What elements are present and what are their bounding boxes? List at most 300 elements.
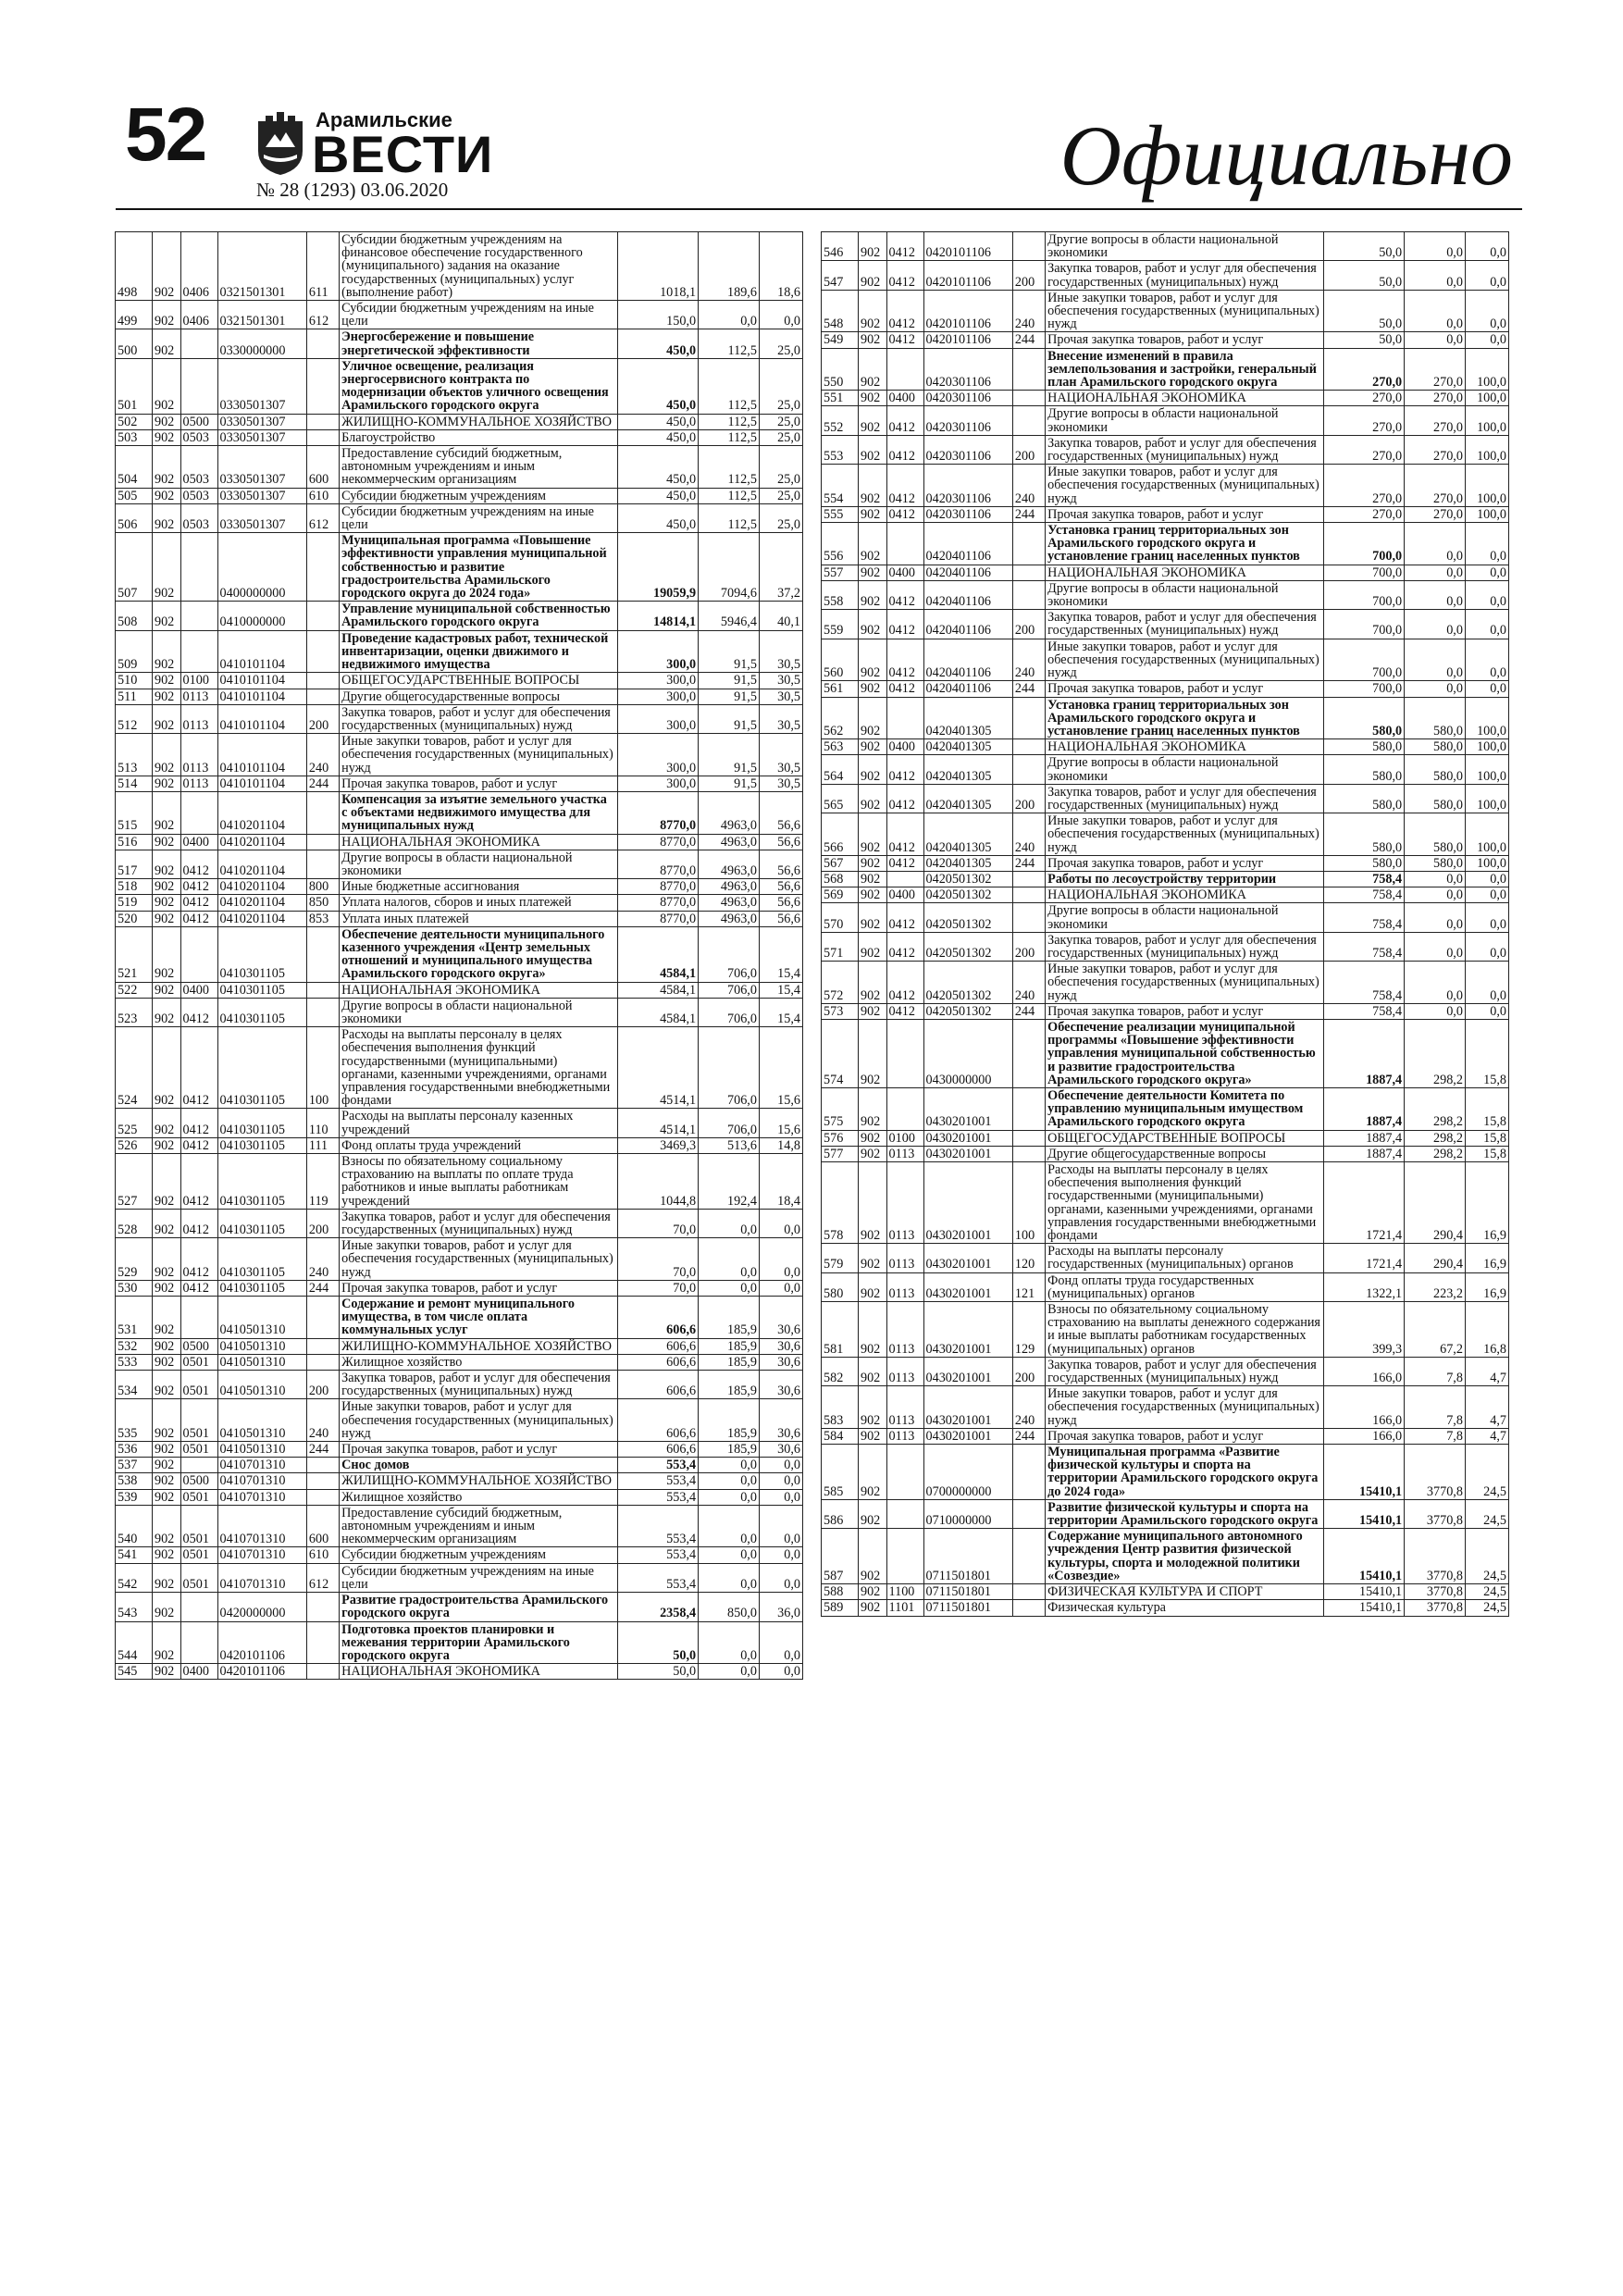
planned-amount: 8770,0 — [618, 895, 699, 911]
item-name: Закупка товаров, работ и услуг для обеспечения государственных (муниципальных) нужд — [340, 1371, 618, 1399]
row-number: 512 — [116, 704, 153, 733]
execution-percent: 0,0 — [1465, 1003, 1508, 1019]
expense-type-code: 853 — [306, 911, 339, 926]
admin-code: 902 — [152, 488, 180, 503]
admin-code: 902 — [152, 834, 180, 850]
execution-percent: 56,6 — [759, 895, 802, 911]
table-row — [822, 406, 1509, 435]
row-number: 528 — [116, 1209, 153, 1237]
row-number: 509 — [116, 630, 153, 673]
row-number: 589 — [822, 1600, 859, 1616]
row-number: 519 — [116, 895, 153, 911]
row-number: 549 — [822, 332, 859, 348]
execution-percent: 14,8 — [759, 1137, 802, 1153]
planned-amount: 14814,1 — [618, 602, 699, 630]
row-number: 530 — [116, 1280, 153, 1296]
section-code: 0113 — [886, 1357, 923, 1385]
target-code: 0330501307 — [217, 446, 306, 489]
expense-type-code — [1012, 523, 1045, 565]
admin-code: 902 — [858, 1357, 886, 1385]
table-row — [116, 895, 803, 911]
executed-amount: 7094,6 — [699, 533, 760, 602]
table-row — [116, 1338, 803, 1354]
target-code: 0420401106 — [923, 523, 1012, 565]
item-name: Внесение изменений в правила землепользования и застройки, генеральный план Арамильского городского округа — [1046, 348, 1324, 391]
planned-amount: 270,0 — [1324, 465, 1405, 507]
execution-percent: 36,0 — [759, 1593, 802, 1621]
expense-type-code: 200 — [306, 1371, 339, 1399]
item-name: Иные закупки товаров, работ и услуг для обеспечения государственных (муниципальных) нужд — [1046, 290, 1324, 332]
target-code: 0410101104 — [217, 673, 306, 689]
executed-amount: 112,5 — [699, 488, 760, 503]
execution-percent: 100,0 — [1465, 784, 1508, 813]
target-code: 0420401106 — [923, 639, 1012, 681]
item-name: Уплата налогов, сборов и иных платежей — [340, 895, 618, 911]
target-code: 0410201104 — [217, 879, 306, 895]
item-name: Фонд оплаты труда учреждений — [340, 1137, 618, 1153]
section-code — [886, 1087, 923, 1130]
execution-percent: 56,6 — [759, 879, 802, 895]
admin-code: 902 — [858, 1146, 886, 1161]
item-name: Содержание муниципального автономного учреждения Центр развития физической культуры, спорта и молодежной политики «Созвездие» — [1046, 1529, 1324, 1584]
row-number: 568 — [822, 871, 859, 887]
executed-amount: 580,0 — [1405, 739, 1466, 755]
admin-code: 902 — [152, 673, 180, 689]
row-number: 584 — [822, 1428, 859, 1444]
executed-amount: 270,0 — [1405, 506, 1466, 522]
target-code: 0420501302 — [923, 871, 1012, 887]
admin-code: 902 — [858, 1003, 886, 1019]
table-row — [116, 1154, 803, 1210]
expense-type-code: 200 — [306, 1209, 339, 1237]
expense-type-code — [1012, 348, 1045, 391]
planned-amount: 50,0 — [1324, 290, 1405, 332]
section-code: 0113 — [886, 1146, 923, 1161]
section-code — [180, 630, 217, 673]
executed-amount: 112,5 — [699, 429, 760, 445]
planned-amount: 1887,4 — [1324, 1019, 1405, 1087]
executed-amount: 0,0 — [699, 301, 760, 329]
item-name: Управление муниципальной собственностью Арамильского городского округа — [340, 602, 618, 630]
expense-type-code — [1012, 697, 1045, 739]
target-code: 0420301106 — [923, 465, 1012, 507]
item-name: Прочая закупка товаров, работ и услуг — [340, 1442, 618, 1458]
item-name: Иные закупки товаров, работ и услуг для обеспечения государственных (муниципальных) нужд — [1046, 639, 1324, 681]
item-name: Расходы на выплаты персоналу в целях обеспечения выполнения функций государственными (муниципальными) органами, казенными учреждениями, органами управления государственными внебюджетными фондами — [1046, 1162, 1324, 1244]
planned-amount: 8770,0 — [618, 911, 699, 926]
admin-code: 902 — [152, 689, 180, 704]
execution-percent: 56,6 — [759, 791, 802, 834]
expense-type-code: 612 — [306, 1563, 339, 1592]
newspaper-logo — [254, 105, 494, 183]
planned-amount: 166,0 — [1324, 1386, 1405, 1429]
item-name: Жилищное хозяйство — [340, 1489, 618, 1505]
row-number: 516 — [116, 834, 153, 850]
table-row — [822, 1272, 1509, 1301]
planned-amount: 50,0 — [618, 1664, 699, 1680]
execution-percent: 18,6 — [759, 232, 802, 301]
expense-type-code — [1012, 1146, 1045, 1161]
expense-type-code — [1012, 565, 1045, 580]
executed-amount: 3770,8 — [1405, 1529, 1466, 1584]
row-number: 577 — [822, 1146, 859, 1161]
expense-type-code — [306, 673, 339, 689]
planned-amount: 3469,3 — [618, 1137, 699, 1153]
table-row — [822, 1428, 1509, 1444]
table-row — [822, 610, 1509, 639]
executed-amount: 0,0 — [1405, 681, 1466, 697]
section-code: 0100 — [886, 1130, 923, 1146]
row-number: 556 — [822, 523, 859, 565]
admin-code: 902 — [152, 1137, 180, 1153]
table-row — [116, 791, 803, 834]
executed-amount: 112,5 — [699, 414, 760, 429]
planned-amount: 300,0 — [618, 673, 699, 689]
admin-code: 902 — [858, 391, 886, 406]
planned-amount: 450,0 — [618, 446, 699, 489]
target-code: 0430000000 — [923, 1019, 1012, 1087]
section-code: 0113 — [886, 1272, 923, 1301]
executed-amount: 298,2 — [1405, 1146, 1466, 1161]
executed-amount: 91,5 — [699, 630, 760, 673]
target-code: 0410501310 — [217, 1297, 306, 1339]
planned-amount: 450,0 — [618, 429, 699, 445]
execution-percent: 56,6 — [759, 850, 802, 878]
section-code: 0412 — [886, 580, 923, 609]
budget-table-left — [115, 231, 803, 1680]
section-code: 0406 — [180, 232, 217, 301]
target-code: 0410201104 — [217, 911, 306, 926]
target-code: 0420301106 — [923, 391, 1012, 406]
executed-amount: 67,2 — [1405, 1302, 1466, 1358]
admin-code: 902 — [152, 329, 180, 358]
admin-code: 902 — [152, 998, 180, 1026]
executed-amount: 580,0 — [1405, 697, 1466, 739]
executed-amount: 706,0 — [699, 1027, 760, 1109]
section-code: 0412 — [180, 1109, 217, 1137]
section-code: 1100 — [886, 1584, 923, 1600]
execution-percent: 18,4 — [759, 1154, 802, 1210]
item-name: Прочая закупка товаров, работ и услуг — [1046, 506, 1324, 522]
item-name: Другие вопросы в области национальной экономики — [340, 850, 618, 878]
item-name: Прочая закупка товаров, работ и услуг — [1046, 681, 1324, 697]
execution-percent: 0,0 — [1465, 232, 1508, 261]
target-code: 0410301105 — [217, 926, 306, 982]
section-code: 0412 — [886, 261, 923, 290]
execution-percent: 0,0 — [759, 1563, 802, 1592]
item-name: Развитие физической культуры и спорта на территории Арамильского городского округа — [1046, 1499, 1324, 1528]
table-row — [822, 1162, 1509, 1244]
admin-code: 902 — [858, 580, 886, 609]
target-code: 0410301105 — [217, 1109, 306, 1137]
execution-percent: 0,0 — [759, 1664, 802, 1680]
execution-percent: 100,0 — [1465, 348, 1508, 391]
expense-type-code — [306, 1338, 339, 1354]
admin-code: 902 — [152, 1280, 180, 1296]
item-name: Прочая закупка товаров, работ и услуг — [1046, 855, 1324, 871]
executed-amount: 3770,8 — [1405, 1445, 1466, 1500]
section-code: 0501 — [180, 1505, 217, 1547]
table-row — [116, 446, 803, 489]
item-name: Иные закупки товаров, работ и услуг для обеспечения государственных (муниципальных) нужд — [340, 1238, 618, 1281]
execution-percent: 30,5 — [759, 673, 802, 689]
execution-percent: 56,6 — [759, 834, 802, 850]
city-emblem-icon — [254, 110, 306, 177]
admin-code: 902 — [152, 850, 180, 878]
row-number: 515 — [116, 791, 153, 834]
row-number: 588 — [822, 1584, 859, 1600]
section-code: 0500 — [180, 1473, 217, 1489]
admin-code: 902 — [858, 1130, 886, 1146]
table-row — [116, 329, 803, 358]
planned-amount: 700,0 — [1324, 639, 1405, 681]
execution-percent: 15,4 — [759, 998, 802, 1026]
row-number: 573 — [822, 1003, 859, 1019]
expense-type-code: 119 — [306, 1154, 339, 1210]
row-number: 505 — [116, 488, 153, 503]
execution-percent: 100,0 — [1465, 697, 1508, 739]
execution-percent: 15,4 — [759, 926, 802, 982]
item-name: Закупка товаров, работ и услуг для обеспечения государственных (муниципальных) нужд — [1046, 1357, 1324, 1385]
admin-code: 902 — [152, 1593, 180, 1621]
expense-type-code — [306, 926, 339, 982]
admin-code: 902 — [858, 261, 886, 290]
target-code: 0420501302 — [923, 932, 1012, 961]
admin-code: 902 — [152, 1547, 180, 1563]
section-code: 0412 — [886, 506, 923, 522]
table-row — [116, 533, 803, 602]
section-code — [180, 1297, 217, 1339]
executed-amount: 0,0 — [699, 1563, 760, 1592]
execution-percent: 0,0 — [1465, 523, 1508, 565]
executed-amount: 4963,0 — [699, 850, 760, 878]
target-code: 0430201001 — [923, 1244, 1012, 1272]
table-row — [822, 1499, 1509, 1528]
execution-percent: 100,0 — [1465, 465, 1508, 507]
table-row — [822, 1003, 1509, 1019]
planned-amount: 270,0 — [1324, 506, 1405, 522]
row-number: 547 — [822, 261, 859, 290]
planned-amount: 50,0 — [618, 1621, 699, 1664]
executed-amount: 0,0 — [1405, 232, 1466, 261]
row-number: 582 — [822, 1357, 859, 1385]
target-code: 0410201104 — [217, 834, 306, 850]
item-name: Обеспечение деятельности муниципального казенного учреждения «Центр земельных отношений и муниципального имущества Арамильского городского округа» — [340, 926, 618, 982]
target-code: 0420301106 — [923, 506, 1012, 522]
admin-code: 902 — [858, 435, 886, 464]
admin-code: 902 — [152, 982, 180, 998]
section-code — [180, 602, 217, 630]
execution-percent: 4,7 — [1465, 1428, 1508, 1444]
row-number: 536 — [116, 1442, 153, 1458]
section-code: 0400 — [886, 887, 923, 903]
expense-type-code: 110 — [306, 1109, 339, 1137]
planned-amount: 553,4 — [618, 1547, 699, 1563]
planned-amount: 1721,4 — [1324, 1162, 1405, 1244]
section-code: 0501 — [180, 1442, 217, 1458]
table-row — [822, 348, 1509, 391]
section-code: 0501 — [180, 1354, 217, 1370]
planned-amount: 700,0 — [1324, 681, 1405, 697]
execution-percent: 15,8 — [1465, 1019, 1508, 1087]
execution-percent: 4,7 — [1465, 1357, 1508, 1385]
execution-percent: 100,0 — [1465, 855, 1508, 871]
planned-amount: 700,0 — [1324, 565, 1405, 580]
target-code: 0711501801 — [923, 1584, 1012, 1600]
target-code: 0420401305 — [923, 739, 1012, 755]
table-row — [822, 506, 1509, 522]
item-name: Расходы на выплаты персоналу государственных (муниципальных) органов — [1046, 1244, 1324, 1272]
expense-type-code: 611 — [306, 232, 339, 301]
section-code: 0412 — [886, 1003, 923, 1019]
item-name: Прочая закупка товаров, работ и услуг — [1046, 332, 1324, 348]
execution-percent: 100,0 — [1465, 391, 1508, 406]
executed-amount: 298,2 — [1405, 1087, 1466, 1130]
executed-amount: 706,0 — [699, 1109, 760, 1137]
table-row — [116, 998, 803, 1026]
target-code: 0410101104 — [217, 630, 306, 673]
expense-type-code: 244 — [306, 776, 339, 791]
section-code: 0503 — [180, 488, 217, 503]
admin-code: 902 — [152, 1505, 180, 1547]
admin-code: 902 — [152, 602, 180, 630]
target-code: 0321501301 — [217, 301, 306, 329]
execution-percent: 0,0 — [759, 1489, 802, 1505]
admin-code: 902 — [858, 697, 886, 739]
execution-percent: 25,0 — [759, 429, 802, 445]
target-code: 0410301105 — [217, 998, 306, 1026]
admin-code: 902 — [858, 232, 886, 261]
item-name: Субсидии бюджетным учреждениям — [340, 1547, 618, 1563]
item-name: Закупка товаров, работ и услуг для обеспечения государственных (муниципальных) нужд — [1046, 784, 1324, 813]
table-row — [116, 414, 803, 429]
table-row — [822, 784, 1509, 813]
target-code: 0321501301 — [217, 232, 306, 301]
expense-type-code: 244 — [1012, 506, 1045, 522]
executed-amount: 0,0 — [699, 1238, 760, 1281]
executed-amount: 0,0 — [699, 1664, 760, 1680]
execution-percent: 15,4 — [759, 982, 802, 998]
expense-type-code — [1012, 1584, 1045, 1600]
planned-amount: 15410,1 — [1324, 1584, 1405, 1600]
section-code: 0412 — [886, 784, 923, 813]
executed-amount: 189,6 — [699, 232, 760, 301]
table-row — [116, 1505, 803, 1547]
item-name: Прочая закупка товаров, работ и услуг — [340, 776, 618, 791]
expense-type-code — [1012, 406, 1045, 435]
row-number: 585 — [822, 1445, 859, 1500]
logo-title-top: Арамильские — [316, 108, 452, 131]
admin-code: 902 — [858, 348, 886, 391]
executed-amount: 270,0 — [1405, 465, 1466, 507]
expense-type-code — [306, 791, 339, 834]
executed-amount: 91,5 — [699, 734, 760, 776]
planned-amount: 399,3 — [1324, 1302, 1405, 1358]
item-name: Энергосбережение и повышение энергетической эффективности — [340, 329, 618, 358]
executed-amount: 185,9 — [699, 1338, 760, 1354]
row-number: 498 — [116, 232, 153, 301]
section-code: 0412 — [180, 1137, 217, 1153]
row-number: 567 — [822, 855, 859, 871]
table-row — [116, 429, 803, 445]
row-number: 504 — [116, 446, 153, 489]
table-row — [822, 697, 1509, 739]
expense-type-code — [306, 1664, 339, 1680]
executed-amount: 112,5 — [699, 329, 760, 358]
admin-code: 902 — [152, 533, 180, 602]
item-name: Другие общегосударственные вопросы — [1046, 1146, 1324, 1161]
section-code: 0503 — [180, 446, 217, 489]
table-row — [822, 1087, 1509, 1130]
target-code: 0711501801 — [923, 1600, 1012, 1616]
execution-percent: 15,8 — [1465, 1130, 1508, 1146]
page-header — [116, 93, 1522, 208]
row-number: 531 — [116, 1297, 153, 1339]
admin-code: 902 — [152, 1297, 180, 1339]
admin-code: 902 — [858, 1445, 886, 1500]
row-number: 539 — [116, 1489, 153, 1505]
target-code: 0420301106 — [923, 348, 1012, 391]
table-row — [822, 887, 1509, 903]
expense-type-code — [1012, 887, 1045, 903]
execution-percent: 0,0 — [759, 1547, 802, 1563]
section-code: 1101 — [886, 1600, 923, 1616]
target-code: 0420501302 — [923, 887, 1012, 903]
row-number: 510 — [116, 673, 153, 689]
expense-type-code: 240 — [1012, 465, 1045, 507]
section-code: 0400 — [886, 391, 923, 406]
planned-amount: 4584,1 — [618, 998, 699, 1026]
executed-amount: 91,5 — [699, 776, 760, 791]
planned-amount: 553,4 — [618, 1489, 699, 1505]
execution-percent: 56,6 — [759, 911, 802, 926]
item-name: Иные закупки товаров, работ и услуг для обеспечения государственных (муниципальных) нужд — [1046, 465, 1324, 507]
execution-percent: 40,1 — [759, 602, 802, 630]
section-code: 0412 — [180, 1209, 217, 1237]
expense-type-code — [306, 982, 339, 998]
execution-percent: 30,5 — [759, 630, 802, 673]
execution-percent: 24,5 — [1465, 1499, 1508, 1528]
section-code: 0412 — [886, 932, 923, 961]
execution-percent: 100,0 — [1465, 813, 1508, 856]
target-code: 0410701310 — [217, 1563, 306, 1592]
target-code: 0330501307 — [217, 358, 306, 414]
planned-amount: 580,0 — [1324, 813, 1405, 856]
row-number: 571 — [822, 932, 859, 961]
executed-amount: 112,5 — [699, 358, 760, 414]
expense-type-code: 200 — [1012, 932, 1045, 961]
table-row — [822, 565, 1509, 580]
section-code: 0412 — [180, 1154, 217, 1210]
item-name: Закупка товаров, работ и услуг для обеспечения государственных (муниципальных) нужд — [1046, 932, 1324, 961]
execution-percent: 0,0 — [1465, 290, 1508, 332]
planned-amount: 450,0 — [618, 358, 699, 414]
executed-amount: 112,5 — [699, 446, 760, 489]
expense-type-code: 240 — [306, 1238, 339, 1281]
admin-code: 902 — [858, 523, 886, 565]
target-code: 0420501302 — [923, 962, 1012, 1004]
table-row — [116, 776, 803, 791]
execution-percent: 0,0 — [759, 1621, 802, 1664]
planned-amount: 4514,1 — [618, 1027, 699, 1109]
admin-code: 902 — [152, 1621, 180, 1664]
table-row — [822, 1130, 1509, 1146]
expense-type-code — [1012, 1445, 1045, 1500]
table-row — [822, 813, 1509, 856]
section-code: 0412 — [886, 855, 923, 871]
row-number: 553 — [822, 435, 859, 464]
row-number: 518 — [116, 879, 153, 895]
